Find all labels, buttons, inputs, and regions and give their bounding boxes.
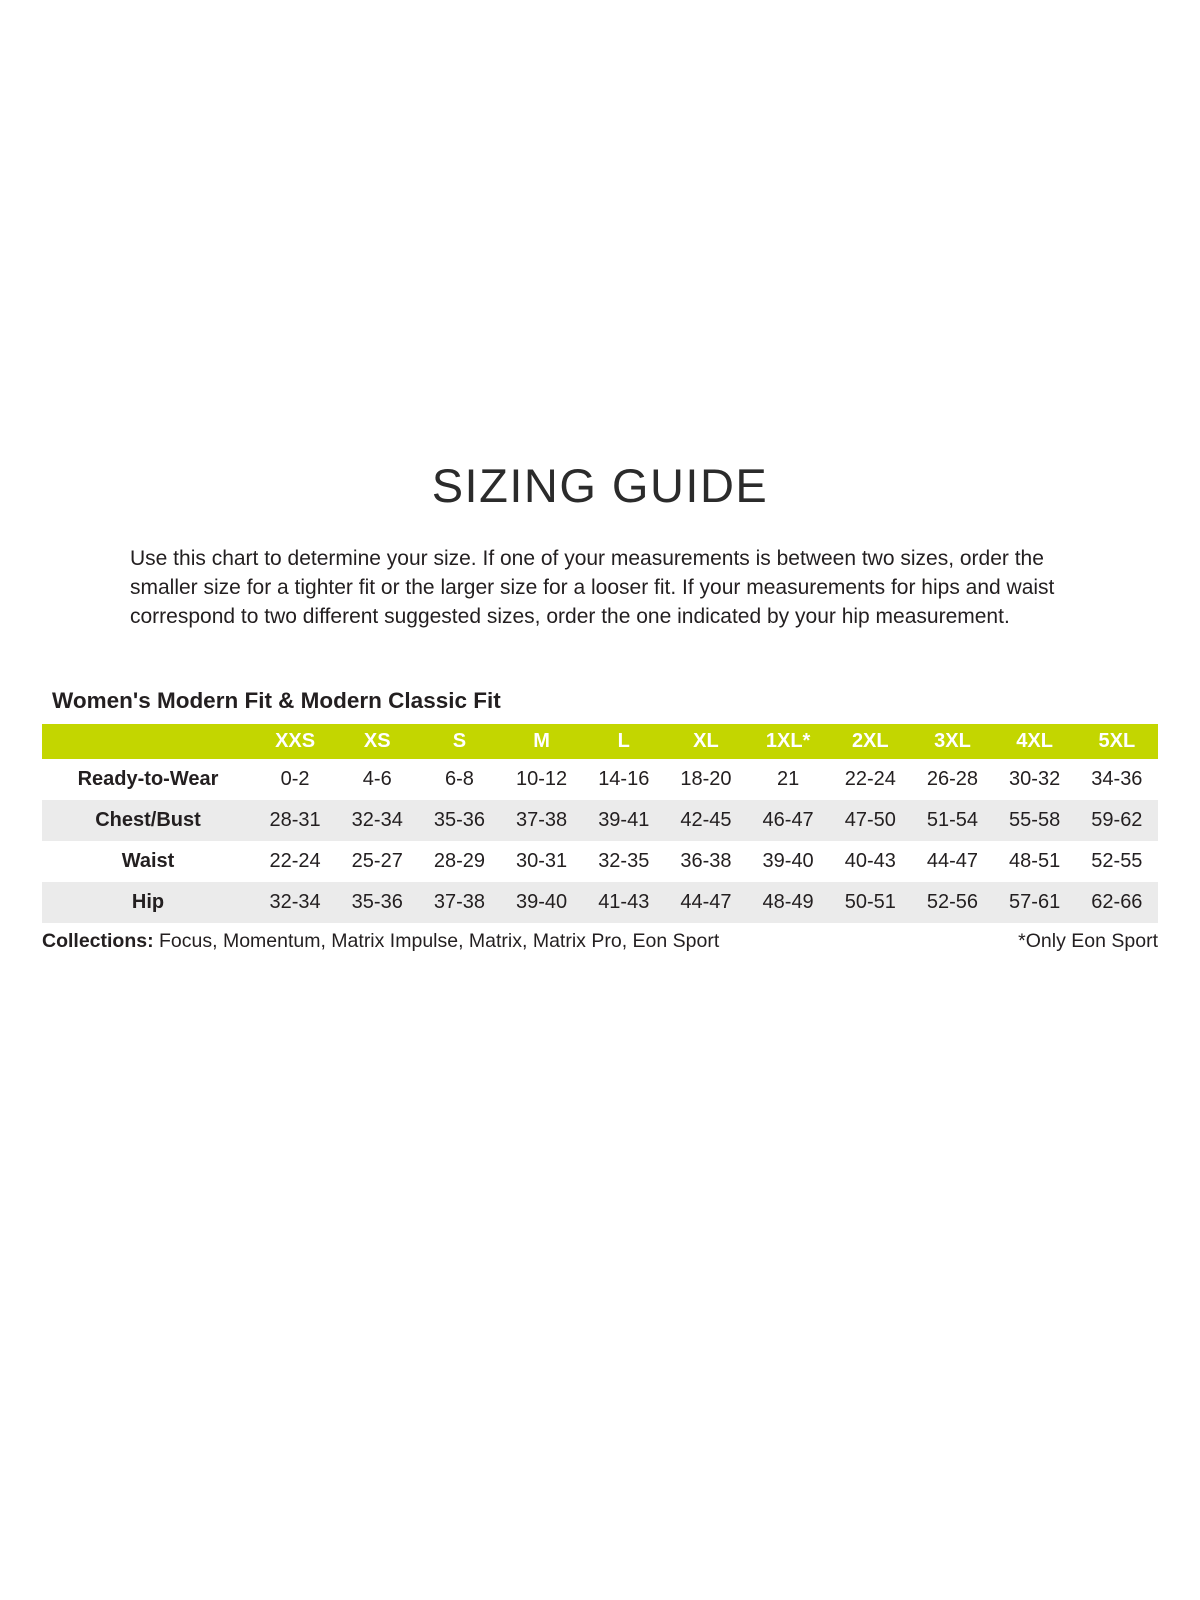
size-column-header: S [418, 724, 500, 759]
size-value-cell: 35-36 [351, 890, 403, 913]
size-value-cell: 52-55 [1091, 849, 1143, 872]
collections-list: Focus, Momentum, Matrix Impulse, Matrix, Matrix Pro, Eon Sport [153, 929, 720, 952]
size-column-header: 3XL [911, 724, 993, 759]
size-value-cell: 39-40 [516, 890, 568, 913]
size-column-header: 1XL* [747, 724, 829, 759]
intro-text: Use this chart to determine your size. If one of your measurements is between two sizes, order the smaller size for a tighter fit or the larger size for a looser fit. If your measurements for hips and waist correspond to two different suggested sizes, order the one indicated by your hip measurement. [130, 547, 1055, 628]
size-value-cell: 44-47 [926, 849, 979, 872]
size-column-header: XS [336, 724, 418, 759]
size-value-cell: 50-51 [844, 890, 896, 913]
size-value-cell: 32-35 [598, 849, 650, 872]
size-value-cell: 32-34 [269, 890, 321, 913]
size-value-cell: 21 [776, 767, 800, 790]
row-label: Hip [131, 890, 165, 913]
size-value-cell: 44-47 [680, 890, 732, 913]
size-column-header: XXS [254, 724, 336, 759]
eon-sport-note: *Only Eon Sport [1018, 929, 1158, 952]
sizing-table [42, 724, 1158, 923]
size-column-header: 4XL [994, 724, 1076, 759]
size-value-cell: 32-34 [351, 808, 403, 831]
size-value-cell: 39-41 [598, 808, 650, 831]
size-value-cell: 48-51 [1009, 849, 1061, 872]
table-row [42, 882, 1158, 923]
size-value-cell: 22-24 [844, 767, 896, 790]
size-value-cell: 36-38 [680, 849, 732, 872]
table-row [42, 800, 1158, 841]
size-value-cell: 6-8 [444, 767, 474, 790]
collections-label: Collections: [42, 929, 154, 952]
table-row [42, 759, 1158, 800]
size-column-header: 5XL [1076, 724, 1158, 759]
header-corner-cell [42, 724, 254, 759]
page-title: SIZING GUIDE [431, 459, 769, 512]
size-value-cell: 57-61 [1009, 890, 1061, 913]
size-value-cell: 25-27 [351, 849, 403, 872]
size-value-cell: 0-2 [280, 767, 310, 790]
size-value-cell: 34-36 [1091, 767, 1143, 790]
size-value-cell: 37-38 [433, 890, 485, 913]
collections-note [42, 930, 719, 953]
size-value-cell: 30-32 [1009, 767, 1061, 790]
size-value-cell: 59-62 [1091, 808, 1143, 831]
size-value-cell: 48-49 [762, 890, 814, 913]
row-label: Chest/Bust [95, 808, 201, 831]
size-value-cell: 40-43 [844, 849, 896, 872]
size-value-cell: 37-38 [516, 808, 568, 831]
size-value-cell: 4-6 [362, 767, 392, 790]
size-value-cell: 35-36 [433, 808, 485, 831]
size-value-cell: 41-43 [598, 890, 650, 913]
section-title: Women's Modern Fit & Modern Classic Fit [52, 687, 501, 713]
size-value-cell: 46-47 [762, 808, 814, 831]
size-value-cell: 22-24 [269, 849, 321, 872]
size-column-header: XL [665, 724, 747, 759]
size-value-cell: 14-16 [598, 767, 650, 790]
size-value-cell: 52-56 [926, 890, 979, 913]
table-row [42, 841, 1158, 882]
size-value-cell: 39-40 [762, 849, 814, 872]
size-column-header: 2XL [829, 724, 911, 759]
size-column-header: M [501, 724, 583, 759]
size-value-cell: 62-66 [1091, 890, 1143, 913]
size-value-cell: 55-58 [1009, 808, 1061, 831]
size-column-header: L [583, 724, 665, 759]
size-value-cell: 30-31 [516, 849, 568, 872]
size-value-cell: 47-50 [844, 808, 896, 831]
footnotes [42, 930, 1158, 953]
size-value-cell: 18-20 [680, 767, 732, 790]
size-value-cell: 51-54 [926, 808, 979, 831]
size-value-cell: 26-28 [926, 767, 979, 790]
size-value-cell: 28-31 [269, 808, 321, 831]
row-label: Ready-to-Wear [77, 767, 219, 790]
table-body [42, 759, 1158, 923]
row-label: Waist [121, 849, 175, 872]
size-value-cell: 28-29 [433, 849, 485, 872]
size-value-cell: 42-45 [680, 808, 732, 831]
size-value-cell: 10-12 [516, 767, 568, 790]
table-header-row [42, 724, 1158, 759]
